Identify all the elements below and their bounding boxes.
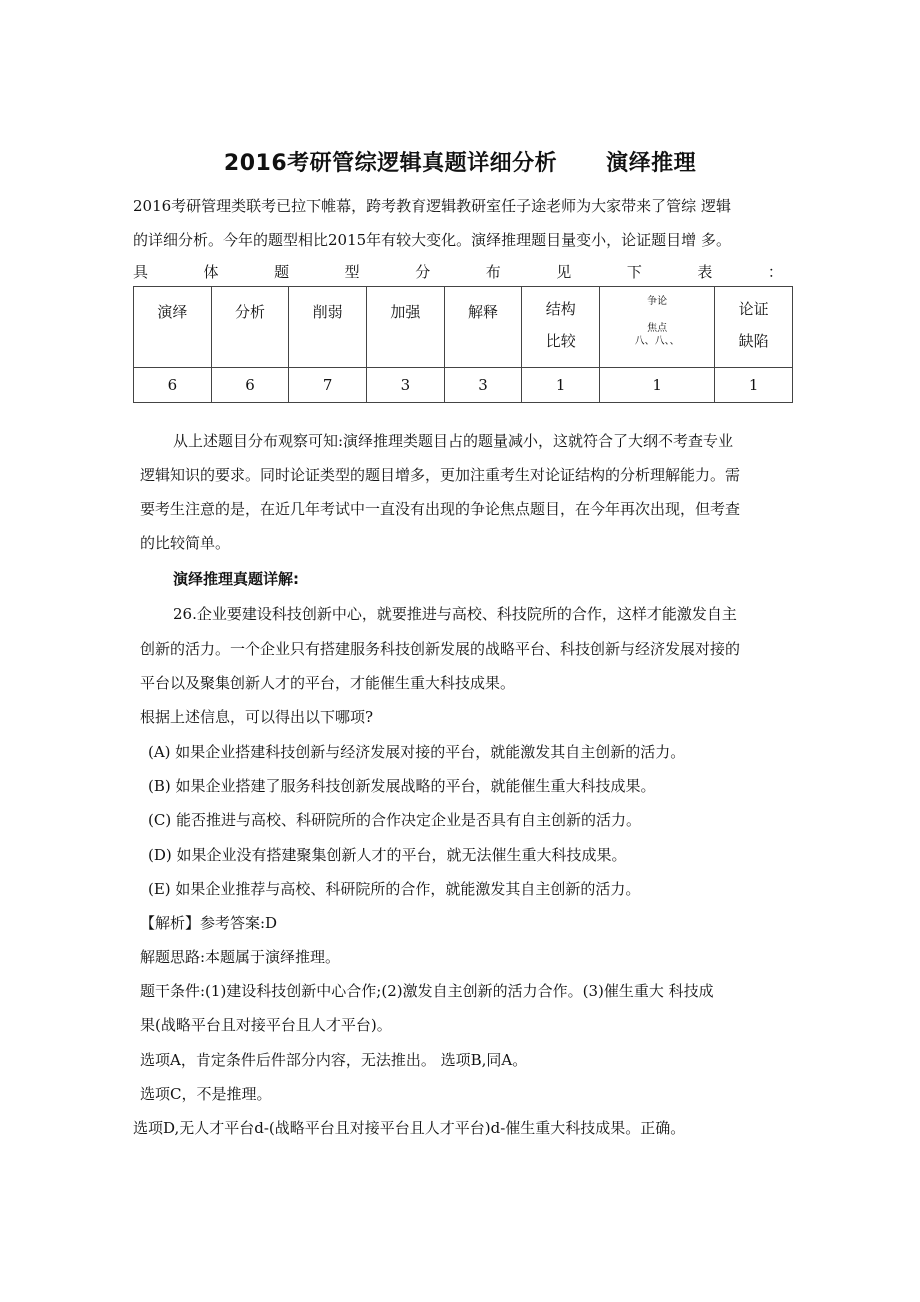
- analysis-line-3: 要考生注意的是，在近几年考试中一直没有出现的争论焦点题目，在今年再次出现，但考查: [140, 500, 741, 518]
- table-cell: 7: [289, 368, 367, 403]
- page-title: 2016考研管综逻辑真题详细分析 演绎推理: [223, 151, 697, 176]
- conditions-line-1: 题干条件:(1)建设科技创新中心合作;(2)激发自主创新的活力合作。(3)催生重大 科技成: [140, 982, 714, 1000]
- conditions-line-2: 果(战略平台且对接平台且人才平台)。: [140, 1016, 392, 1034]
- intro-line-1: 2016考研管理类联考已拉下帷幕，跨考教育逻辑教研室任子途老师为大家带来了管综 逻辑: [133, 197, 731, 215]
- intro-char: 具: [133, 263, 149, 281]
- table-header-row: [134, 287, 793, 368]
- table-header-cell: 争论 焦点 八、八、、: [600, 287, 715, 368]
- option-a: (A) 如果企业搭建科技创新与经济发展对接的平台，就能激发其自主创新的活力。: [148, 743, 686, 761]
- analysis-line-1: 从上述题目分布观察可知:演绎推理类题目占的题量减小，这就符合了大纲不考查专业: [173, 432, 734, 450]
- table-cell: 1: [522, 368, 600, 403]
- table-header-cell: 演绎: [134, 287, 212, 368]
- question-prompt: 根据上述信息，可以得出以下哪项?: [140, 708, 374, 726]
- table-cell: 1: [600, 368, 715, 403]
- table-header-cell: 论证 缺陷: [715, 287, 793, 368]
- intro-char: 下: [626, 263, 642, 281]
- option-b: (B) 如果企业搭建了服务科技创新发展战略的平台，就能催生重大科技成果。: [148, 777, 656, 795]
- question-line-3: 平台以及聚集创新人才的平台，才能催生重大科技成果。: [140, 674, 516, 692]
- table-header-cell: 削弱: [289, 287, 367, 368]
- table-cell: 6: [211, 368, 289, 403]
- intro-char: ：: [767, 263, 783, 281]
- answer-line: 【解析】参考答案:D: [140, 914, 278, 932]
- intro-char: 体: [203, 263, 219, 281]
- intro-line-3: [133, 262, 783, 282]
- intro-char: 题: [274, 263, 290, 281]
- question-distribution-table: [133, 286, 793, 403]
- intro-char: 表: [697, 263, 713, 281]
- table-cell: 6: [134, 368, 212, 403]
- table-cell: 3: [367, 368, 445, 403]
- explain-line-1: 选项A，肯定条件后件部分内容，无法推出。 选项B,同A。: [140, 1051, 528, 1069]
- option-e: (E) 如果企业推荐与高校、科研院所的合作，就能激发其自主创新的活力。: [148, 880, 641, 898]
- table-values-row: [134, 368, 793, 403]
- table-header-cell: 分析: [211, 287, 289, 368]
- explain-line-3: 选项D,无人才平台d-(战略平台且对接平台且人才平台)d-催生重大科技成果。正确。: [133, 1119, 686, 1137]
- table-cell: 3: [444, 368, 522, 403]
- table-header-cell: 加强: [367, 287, 445, 368]
- table-header-cell: 结构 比较: [522, 287, 600, 368]
- table-cell: 1: [715, 368, 793, 403]
- solution-idea: 解题思路:本题属于演绎推理。: [140, 948, 341, 966]
- question-line-2: 创新的活力。一个企业只有搭建服务科技创新发展的战略平台、科技创新与经济发展对接的: [140, 640, 741, 658]
- section-heading: 演绎推理真题详解:: [173, 570, 299, 588]
- question-line-1: 26.企业要建设科技创新中心，就要推进与高校、科技院所的合作，这样才能激发自主: [173, 605, 737, 623]
- intro-char: 型: [344, 263, 360, 281]
- analysis-line-4: 的比较简单。: [140, 534, 231, 552]
- intro-char: 布: [485, 263, 501, 281]
- explain-line-2: 选项C，不是推理。: [140, 1085, 272, 1103]
- analysis-line-2: 逻辑知识的要求。同时论证类型的题目增多，更加注重考生对论证结构的分析理解能力。需: [140, 466, 741, 484]
- option-d: (D) 如果企业没有搭建聚集创新人才的平台，就无法催生重大科技成果。: [148, 846, 627, 864]
- intro-char: 分: [415, 263, 431, 281]
- table-header-cell: 解释: [444, 287, 522, 368]
- intro-char: 见: [556, 263, 572, 281]
- intro-line-2: 的详细分析。今年的题型相比2015年有较大变化。演绎推理题目量变小，论证题目增 多。: [133, 231, 731, 249]
- option-c: (C) 能否推进与高校、科研院所的合作决定企业是否具有自主创新的活力。: [148, 811, 641, 829]
